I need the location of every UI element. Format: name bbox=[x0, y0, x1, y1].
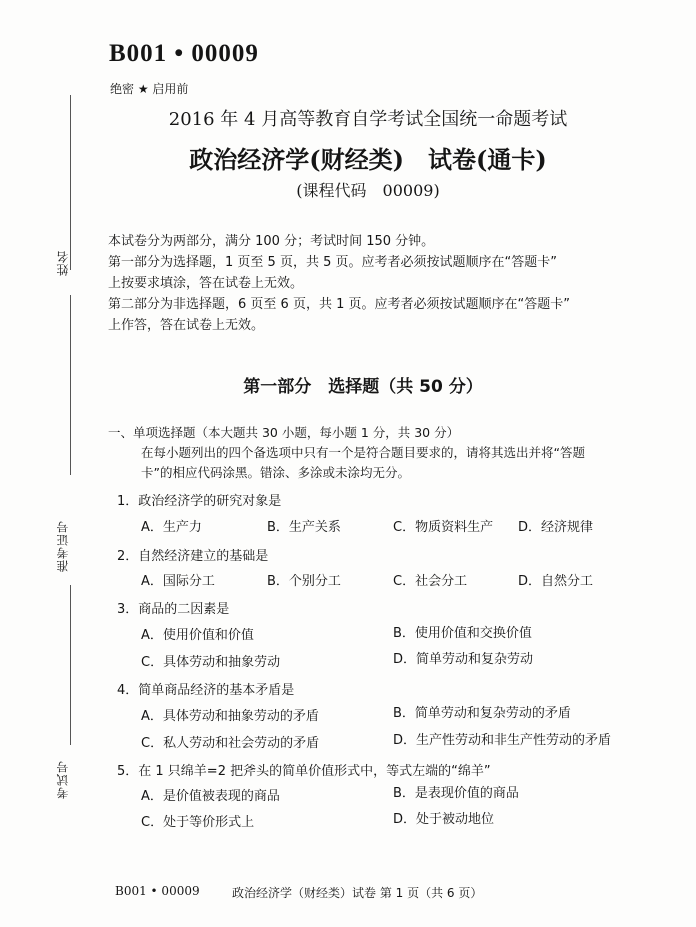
question-1-option-c: C．物质资料生产 bbox=[393, 520, 494, 535]
question-3-option-c: C．具体劳动和抽象劳动 bbox=[141, 655, 281, 670]
question-1-stem: 1．政治经济学的研究对象是 bbox=[117, 494, 282, 509]
question-3-option-d: D．简单劳动和复杂劳动 bbox=[393, 652, 534, 667]
exam-title: 2016 年 4 月高等教育自学考试全国统一命题考试 bbox=[168, 109, 568, 130]
exam-instructions bbox=[108, 231, 668, 336]
instruction-line: 第二部分为非选择题，6 页至 6 页，共 1 页。应考者必须按试题顺序在“答题卡” bbox=[108, 297, 570, 312]
question-2-option-b: B．个别分工 bbox=[267, 574, 341, 589]
subject-title: 政治经济学(财经类) 试卷(通卡) bbox=[189, 145, 547, 174]
name-label: 姓名 bbox=[56, 250, 70, 276]
footer-page-info: 政治经济学（财经类）试卷 第 1 页（共 6 页） bbox=[232, 886, 483, 900]
question-4-option-a: A．具体劳动和抽象劳动的矛盾 bbox=[141, 709, 319, 724]
part-title: 第一部分 选择题（共 50 分） bbox=[243, 377, 483, 397]
question-5-stem: 5．在 1 只绵羊=2 把斧头的简单价值形式中，等式左端的“绵羊” bbox=[117, 764, 491, 779]
question-4-option-c: C．私人劳动和社会劳动的矛盾 bbox=[141, 736, 320, 751]
instruction-line: 第一部分为选择题，1 页至 5 页，共 5 页。应考者必须按试题顺序在“答题卡” bbox=[108, 255, 557, 270]
question-3-option-a: A．使用价值和价值 bbox=[141, 628, 254, 643]
admission-number-label: 准考证号 bbox=[56, 520, 70, 572]
question-2-option-d: D．自然分工 bbox=[518, 574, 594, 589]
question-5-option-b: B．是表现价值的商品 bbox=[393, 786, 519, 801]
exam-number-label: 考试号 bbox=[56, 760, 70, 799]
course-code: (课程代码 00009) bbox=[296, 181, 440, 200]
admission-line bbox=[70, 585, 71, 745]
question-2-option-c: C．社会分工 bbox=[393, 574, 468, 589]
question-5-option-d: D．处于被动地位 bbox=[393, 812, 495, 827]
question-4-option-d: D．生产性劳动和非生产性劳动的矛盾 bbox=[393, 733, 612, 748]
section-description-line: 卡”的相应代码涂黑。错涂、多涂或未涂均无分。 bbox=[141, 465, 410, 480]
question-2-stem: 2．自然经济建立的基础是 bbox=[117, 549, 269, 564]
instruction-line: 上作答，答在试卷上无效。 bbox=[108, 318, 265, 333]
section-heading: 一、单项选择题（本大题共 30 小题，每小题 1 分，共 30 分） bbox=[108, 425, 460, 440]
question-4-stem: 4．简单商品经济的基本矛盾是 bbox=[117, 683, 295, 698]
secret-label: 绝密 ★ 启用前 bbox=[110, 82, 189, 96]
question-1-option-b: B．生产关系 bbox=[267, 520, 341, 535]
instruction-line: 上按要求填涂，答在试卷上无效。 bbox=[108, 276, 304, 291]
section-description bbox=[141, 443, 661, 483]
footer-exam-code: B001 • 00009 bbox=[115, 884, 200, 898]
question-3-stem: 3．商品的二因素是 bbox=[117, 602, 230, 617]
question-2-option-a: A．国际分工 bbox=[141, 574, 215, 589]
section-description-line: 在每小题列出的四个备选项中只有一个是符合题目要求的，请将其选出并将“答题 bbox=[141, 445, 585, 460]
question-3-option-b: B．使用价值和交换价值 bbox=[393, 626, 532, 641]
instruction-line: 本试卷分为两部分，满分 100 分；考试时间 150 分钟。 bbox=[108, 234, 435, 249]
question-1-option-a: A．生产力 bbox=[141, 520, 202, 535]
question-1-option-d: D．经济规律 bbox=[518, 520, 594, 535]
exam-code: B001 • 00009 bbox=[109, 40, 259, 67]
question-4-option-b: B．简单劳动和复杂劳动的矛盾 bbox=[393, 706, 571, 721]
question-5-option-c: C．处于等价形式上 bbox=[141, 815, 255, 830]
question-5-option-a: A．是价值被表现的商品 bbox=[141, 789, 280, 804]
